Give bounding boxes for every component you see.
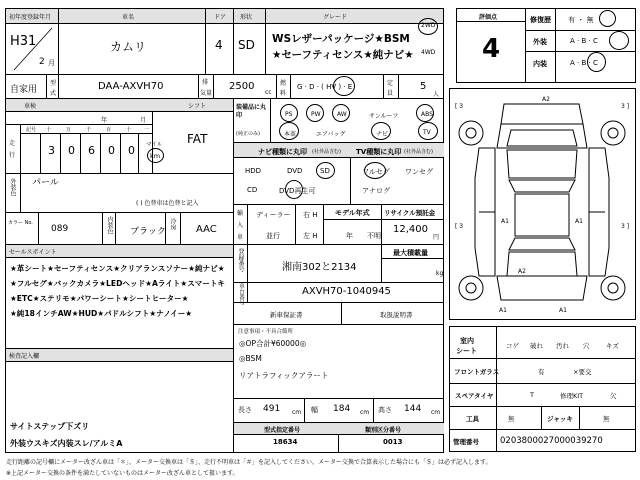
equip-item-0: PS [285, 111, 293, 118]
registration-value: 湘南302と2134 [282, 262, 357, 273]
cap-label-2: 員 [387, 90, 394, 97]
fuel-label-2: 料 [280, 90, 287, 97]
ext-color-label: 外装色 [9, 178, 16, 196]
mileage-unit-6: 一 [144, 127, 150, 133]
equip-item2-3-circle [418, 122, 438, 140]
body-value: SD [238, 38, 255, 52]
shift-value: FAT [187, 132, 208, 146]
sales-line-4: ★純18インチAW★HUD★パドルシフト★ナノイー★ [10, 309, 193, 318]
mileage-unit-3: 千 [86, 127, 92, 133]
ext-color-note: ( ) 色替車は色替と記入 [136, 200, 199, 207]
mileage-digit-3: 6 [88, 144, 95, 157]
disp-label-1: 排 [202, 79, 209, 86]
score-label: 評価点 [479, 14, 498, 21]
sales-line-3: ★ETC★ステリモ★パワーシート★シートヒーター★ [10, 294, 189, 303]
recycle-unit: 円 [433, 234, 440, 241]
navi-dvd-play: DVD再生可 [279, 187, 316, 195]
equip-item-1: PW [311, 111, 321, 118]
chassis-label: 車台番号 [238, 283, 244, 305]
interior-sheet-label-2: シート [456, 347, 477, 355]
inspection-year: 年 [101, 117, 108, 124]
model-year-label: モデル年式 [335, 209, 370, 217]
tire-mark-front-right: 3 ] [621, 103, 630, 110]
tire-mark-rear-left: [ 3 [455, 223, 464, 230]
navi-cd: CD [247, 186, 258, 194]
equip-item2-0: 本革 [284, 131, 297, 138]
body-label: 形状 [240, 14, 253, 21]
spare-t: T [530, 391, 534, 399]
hand-right: 右 H [303, 211, 318, 219]
inspector-header-bg [6, 349, 233, 361]
width-label: 幅 [311, 406, 318, 414]
displacement-value: 2500 [229, 81, 255, 92]
ac-label: 冷房 [169, 218, 176, 230]
equip-item2-2: ナビ [376, 131, 389, 138]
int-color-value: ブラック [130, 227, 166, 237]
mileage-digit-2: 0 [68, 144, 75, 157]
damage-label-a1-rear-left: A1 [499, 307, 507, 314]
sheet-item-3: 穴 [583, 342, 590, 350]
inspection-label: 車検 [24, 103, 37, 110]
equipment-sub: (純正のみ) [236, 131, 260, 137]
tools-value: 無 [508, 415, 515, 423]
equip-item-2-circle [332, 104, 350, 122]
navi-sd: SD [320, 167, 330, 175]
color-code-label: カラー No. [8, 220, 33, 226]
fuel-hv-circle [333, 76, 355, 96]
equip-item-0-circle [280, 104, 298, 122]
equip-item2-2-circle [371, 122, 391, 140]
tv-analog: アナログ [362, 187, 390, 195]
navi-hdd: HDD [245, 167, 262, 175]
hand-left: 左 H [303, 232, 318, 240]
import-label-1: 輸 [237, 210, 244, 217]
import-label-2: 入 [237, 222, 244, 229]
reg-month-unit: 月 [48, 59, 55, 67]
damage-label-a1-left: A1 [501, 218, 509, 225]
car-name-label: 車名 [122, 14, 135, 21]
reg-year-label: 初年度登録年月 [9, 14, 52, 21]
sales-points-label: セールスポイント [9, 249, 57, 256]
repair-value: 有 ・ 無 [568, 16, 594, 24]
damage-label-a1-right: A1 [575, 218, 583, 225]
capacity-unit: 人 [433, 91, 440, 98]
door-label: ドア [214, 14, 226, 21]
cc-unit: cc [265, 89, 272, 96]
inspector-label: 検査記入欄 [9, 353, 40, 360]
warranty-manual: 取扱説明書 [380, 311, 413, 319]
mileage-unit-2: 万 [66, 127, 72, 133]
spare-none: 欠 [610, 392, 617, 400]
sheet-item-1: 破れ [530, 342, 543, 350]
mileage-digit-4: 0 [108, 144, 115, 157]
spare-tire-label: スペアタイヤ [455, 392, 494, 400]
navi-label: ナビ種類に丸印 [258, 148, 307, 156]
mileage-digit-1: 3 [48, 144, 55, 157]
ext-color-value: パール [32, 178, 59, 188]
length-value: 491 [263, 404, 281, 414]
mileage-label-2: 行 [9, 152, 16, 159]
repair-none-circle [599, 10, 616, 27]
sales-line-1: ★革シート★セーフティセンス★クリアランスソナー★純ナビ★ [10, 264, 225, 273]
width-unit: cm [360, 409, 370, 416]
spare-kit: 修理KIT [560, 392, 584, 400]
interior-sheet-label-1: 室内 [460, 337, 474, 345]
height-value: 144 [404, 404, 422, 414]
equip-item-2: AW [337, 111, 347, 118]
damage-label-a2-rear: A2 [518, 268, 526, 275]
jack-label: ジャッキ [547, 415, 573, 423]
import-label-3: 車 [237, 234, 244, 241]
equip-item2-1: エアバッグ [316, 131, 346, 138]
mileage-unit-0: 記号 [26, 127, 37, 133]
payload-unit: kg [436, 270, 444, 277]
recycle-value: 12,400 [393, 224, 428, 235]
notes-line-2: ◎BSM [239, 354, 262, 363]
inspector-line-2: 外装ウスキズ内装スレ/アルミA [10, 439, 123, 448]
notes-label: 注意事項・不具合箇所 [238, 329, 294, 335]
drive-2wd: 2WD [421, 22, 436, 29]
height-label: 高さ [378, 406, 392, 414]
tools-label: 工具 [466, 415, 479, 423]
disp-label-2: 気量 [200, 90, 213, 97]
management-label: 管理番号 [453, 438, 479, 446]
equipment-label: 装備品に丸印 [236, 104, 267, 119]
recycle-label: リサイクル預託金 [384, 209, 436, 217]
sheet-item-4: キズ [606, 342, 619, 350]
int-color-label: 内装色 [106, 216, 113, 234]
navi-sub: (社外品含む) [312, 149, 341, 155]
tv-fullseg: フルセグ [362, 168, 390, 176]
jack-value: 無 [603, 415, 610, 423]
equip-item2-0-circle [279, 122, 299, 140]
height-unit: cm [431, 409, 441, 416]
management-value: 0203800027000039270 [500, 436, 603, 446]
mileage-mile: マイル [146, 142, 163, 148]
capacity-value: 5 [420, 81, 427, 92]
mileage-unit-4: 百 [106, 127, 112, 133]
exterior-c-circle [609, 31, 629, 50]
exterior-value: A · B · C [570, 37, 598, 45]
interior-value: A · B · C [570, 59, 598, 67]
equip-item-4-circle [416, 104, 434, 122]
type-designation-label: 型式指定番号 [264, 427, 301, 434]
footer-line-1: 走行距離の記号欄にメーター改ざん車は「＊」、メーター交換車は「＄」、走行不明車は「＃」を記入してください。メーター交換で合算表示した場合にも「＄」は必ず記入します。 [6, 459, 492, 466]
tv-sub: (社外品含む) [404, 149, 433, 155]
grade-line-1: WSレザーパッケージ★BSM [272, 33, 410, 45]
exterior-label: 外装 [533, 38, 547, 46]
interior-label: 内装 [533, 60, 547, 68]
model-year-unit: 年 [346, 232, 353, 240]
color-code-value: 089 [51, 224, 69, 234]
equip-item-1-circle [306, 104, 324, 122]
front-glass-label: フロントガラス [454, 368, 500, 376]
reg-era: H31 [10, 34, 37, 49]
front-glass-replace: ×要交 [573, 368, 592, 376]
inspector-line-1: サイトステップ下ズリ [10, 422, 90, 431]
warranty-new-car: 新車保証書 [270, 311, 303, 319]
door-value: 4 [215, 38, 223, 52]
front-glass-yes: 有 [538, 368, 545, 376]
class-designation-value: 0013 [383, 438, 403, 446]
tire-mark-rear-right: 3 ] [621, 223, 630, 230]
sheet-item-0: コゲ [506, 342, 519, 350]
equip-item-4: ABS [421, 111, 433, 118]
model-label-1: 型 [50, 80, 57, 87]
model-value: DAA-AXVH70 [98, 81, 164, 92]
cap-label-1: 定 [387, 80, 394, 87]
inspection-month: 月 [140, 117, 147, 124]
drive-4wd: 4WD [421, 49, 436, 56]
car-diagram [449, 88, 636, 320]
damage-label-a2-front: A2 [542, 96, 550, 103]
shift-label: シフト [188, 103, 207, 110]
navi-dvd: DVD [287, 167, 303, 175]
repair-label: 修復歴 [530, 16, 551, 24]
grade-line-2: ★セーフティセンス★純ナビ★ [272, 49, 414, 61]
usage-value: 自家用 [10, 85, 38, 95]
reg-month: 2 [39, 57, 45, 67]
class-designation-label: 類別区分番号 [365, 427, 402, 434]
model-year-unknown: 不明 [367, 232, 381, 240]
equip-item-3: サンルーフ [369, 113, 399, 120]
width-value: 184 [333, 404, 351, 414]
sheet-item-2: 汚れ [556, 342, 569, 350]
tv-oneseg: ワンセグ [405, 168, 433, 176]
registration-label: 登録番号 [237, 248, 244, 272]
notes-line-3: リアトラフィックアラート [239, 371, 329, 380]
equip-item2-3: TV [423, 129, 431, 136]
import-parallel: 並行 [266, 232, 280, 240]
mileage-digit-5: 0 [128, 144, 135, 157]
type-designation-value: 18634 [273, 438, 298, 446]
length-label: 長さ [238, 406, 252, 414]
import-dealer: ディーラー [256, 211, 291, 219]
ac-value: AAC [196, 224, 217, 235]
grade-label: グレード [323, 14, 348, 21]
length-unit: cm [292, 409, 302, 416]
score-value: 4 [482, 34, 501, 64]
mileage-unit-1: 十 [46, 127, 52, 133]
fuel-options: G · D · ( HV ) · E [297, 83, 353, 91]
tv-label: TV種類に丸印 [356, 148, 402, 156]
mileage-km: km [150, 152, 161, 160]
mileage-label-1: 走 [9, 140, 16, 147]
mileage-unit-5: 十 [126, 127, 132, 133]
chassis-value: AXVH70-1040945 [302, 286, 391, 297]
car-name-value: カムリ [110, 40, 147, 54]
model-label-2: 式 [50, 90, 57, 97]
footer-line-2: ※上記メーター交換の条件を満たしていないものはメーター改ざん車として扱います。 [6, 470, 239, 477]
fuel-label-1: 燃 [280, 80, 287, 87]
damage-label-a1-rear-right: A1 [559, 307, 567, 314]
interior-b-circle [587, 52, 606, 72]
payload-label: 最大積載量 [393, 249, 428, 257]
notes-line-1: ◎OP合計¥60000◎ [239, 339, 307, 348]
sales-line-2: ★フルセグ★バックカメラ★LEDヘッド★Aライト★スマートキ [10, 279, 226, 288]
tire-mark-front-left: [ 3 [455, 103, 464, 110]
